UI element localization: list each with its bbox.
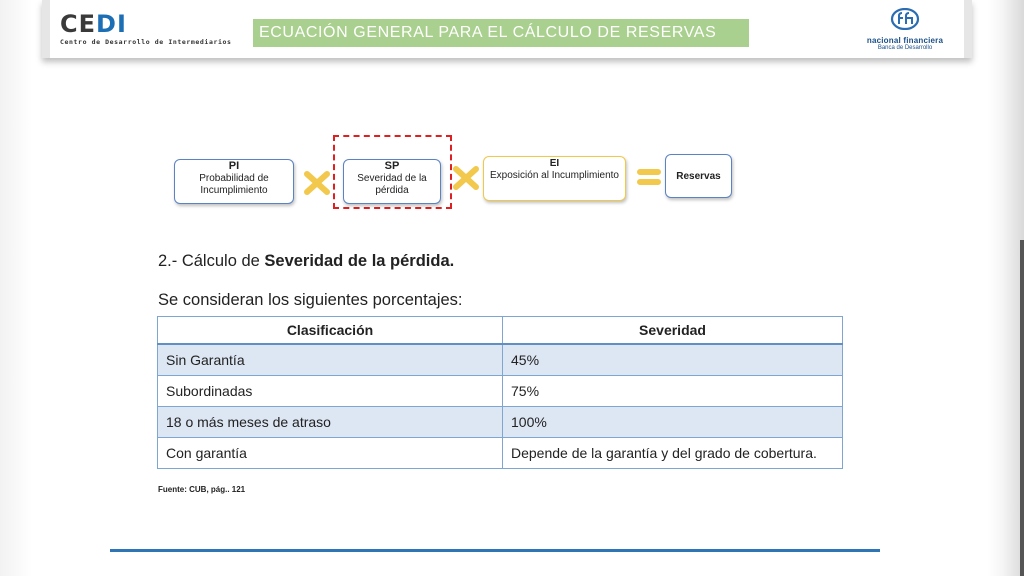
sp-description: Severidad de la pérdida <box>357 173 427 196</box>
cell-severidad: Depende de la garantía y del grado de cobertura. <box>503 438 843 469</box>
cell-clasificacion: Subordinadas <box>158 376 503 407</box>
sp-title: SP <box>384 160 400 172</box>
cell-clasificacion: Con garantía <box>158 438 503 469</box>
section-intro: Se consideran los siguientes porcentajes: <box>158 291 463 309</box>
table-row <box>158 344 843 376</box>
equals-icon <box>637 166 661 188</box>
ei-title: EI <box>549 158 560 169</box>
slide-title: ECUACIÓN GENERAL PARA EL CÁLCULO DE RESERVAS <box>253 19 749 47</box>
cell-severidad: 45% <box>503 344 843 376</box>
cell-severidad: 100% <box>503 407 843 438</box>
nafin-name: nacional financiera <box>866 36 944 45</box>
table-row <box>158 438 843 469</box>
header-fold-right <box>964 0 972 58</box>
severity-table <box>157 316 843 469</box>
slide-right-shadow <box>988 0 1024 576</box>
right-edge-bar <box>1020 240 1024 576</box>
table-row <box>158 407 843 438</box>
reservas-box <box>665 154 732 198</box>
nafin-logo-icon <box>890 8 920 30</box>
cell-severidad: 75% <box>503 376 843 407</box>
pi-description: Probabilidad de Incumplimiento <box>199 173 269 196</box>
reservas-title: Reservas <box>676 171 721 182</box>
cedi-logo-subtitle: Centro de Desarrollo de Intermediarios <box>60 38 232 46</box>
nafin-subtitle: Banca de Desarrollo <box>877 45 933 51</box>
ei-description: Exposición al Incumplimiento <box>490 170 619 181</box>
multiply-icon <box>303 171 331 195</box>
cell-clasificacion: 18 o más meses de atraso <box>158 407 503 438</box>
bottom-rule <box>110 549 880 552</box>
cedi-logo-wordmark: CEDI <box>60 10 127 38</box>
ei-box <box>483 156 626 201</box>
pi-box <box>174 159 294 204</box>
pi-title: PI <box>228 160 240 172</box>
source-note: Fuente: CUB, pág.. 121 <box>158 485 246 494</box>
section-title: 2.- Cálculo de Severidad de la pérdida. <box>158 252 455 270</box>
slide-left-shadow <box>0 0 32 576</box>
table-header-row <box>158 317 843 345</box>
multiply-icon <box>452 166 480 190</box>
header-fold-left <box>42 0 50 58</box>
cell-clasificacion: Sin Garantía <box>158 344 503 376</box>
header-clasificacion: Clasificación <box>158 317 503 345</box>
header-severidad: Severidad <box>503 317 843 345</box>
sp-box <box>343 159 441 204</box>
nafin-logo <box>855 8 955 51</box>
cedi-logo <box>60 12 232 46</box>
table-row <box>158 376 843 407</box>
